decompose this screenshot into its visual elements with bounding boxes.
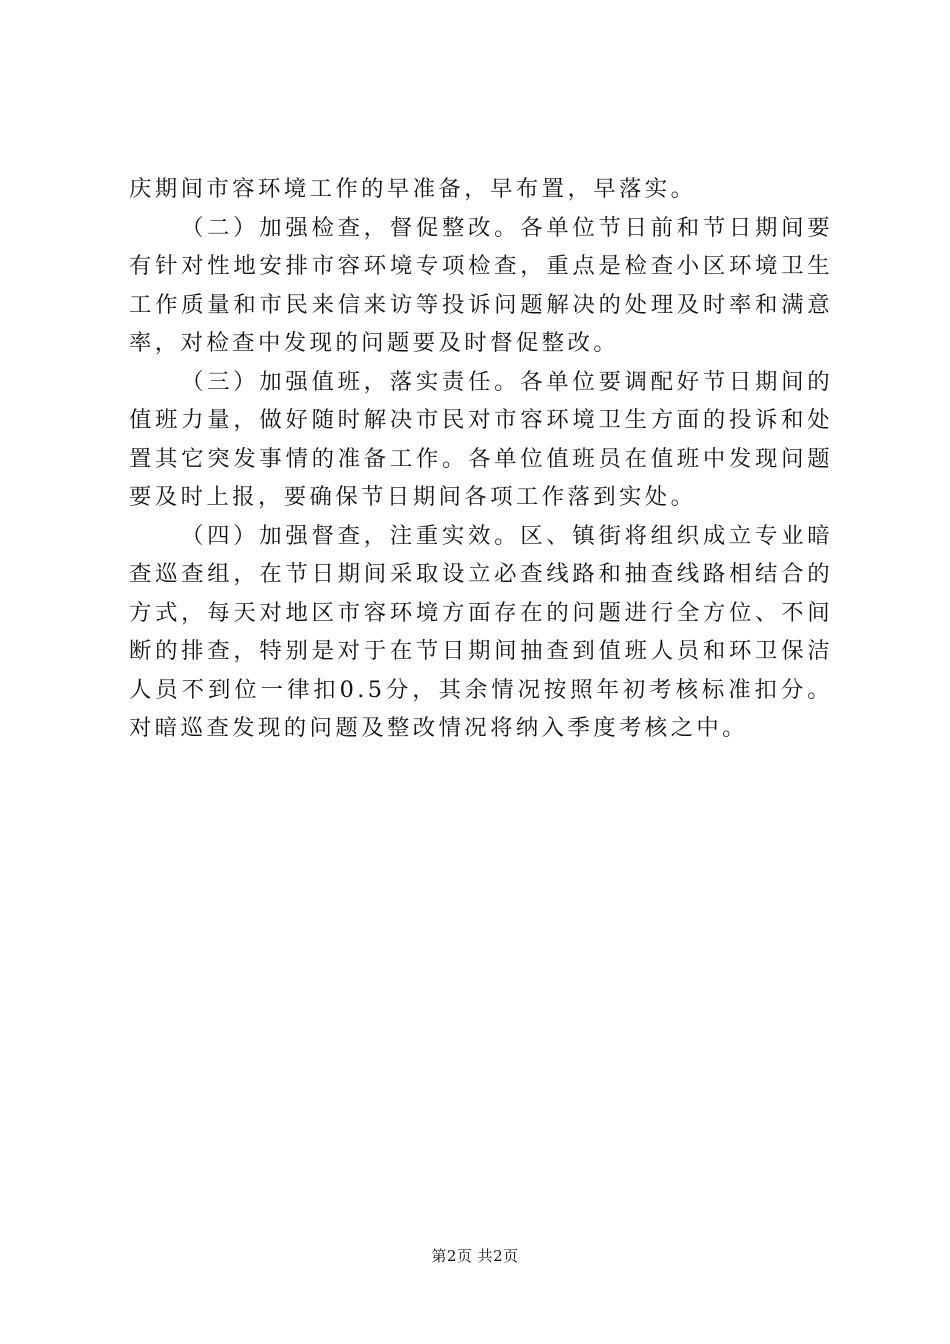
paragraph-inspection: （二）加强检查，督促整改。各单位节日前和节日期间要有针对性地安排市容环境专项检查，重点是检查小区环境卫生工作质量和市民来信来访等投诉问题解决的处理及时率和满意率，对检查中发现的问题要及时督促整改。	[129, 214, 833, 356]
paragraph-duty: （三）加强值班，落实责任。各单位要调配好节日期间的值班力量，做好随时解决市民对市容环境卫生方面的投诉和处置其它突发事情的准备工作。各单位值班员在值班中发现问题要及时上报，要确保节日期间各项工作落到实处。	[129, 368, 833, 510]
paragraph-supervision: （四）加强督查，注重实效。区、镇街将组织成立专业暗查巡查组，在节日期间采取设立必查线路和抽查线路相结合的方式，每天对地区市容环境方面存在的问题进行全方位、不间断的排查，特别是对于在节日期间抽查到值班人员和环卫保洁人员不到位一律扣0.5分，其余情况按照年初考核标准扣分。对暗巡查发现的问题及整改情况将纳入季度考核之中。	[129, 522, 833, 741]
document-body	[129, 170, 833, 748]
page-footer: 第2页 共2页	[431, 1247, 519, 1265]
paragraph-continuation: 庆期间市容环境工作的早准备，早布置，早落实。	[129, 176, 697, 202]
